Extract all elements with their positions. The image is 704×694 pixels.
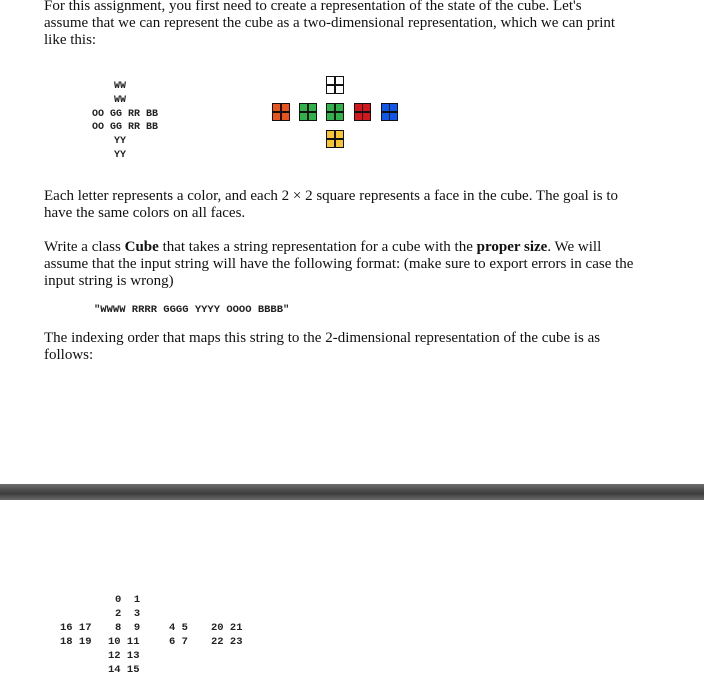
paragraph-cube-class [44, 239, 644, 290]
index-far-row-1: 20 21 [211, 622, 243, 634]
index-bottom-row-2: 14 15 [108, 664, 140, 676]
p3-middle: that takes a string representation for a cube with the [158, 239, 477, 255]
index-bottom-row-1: 12 13 [108, 650, 140, 662]
cube-text-line-3: OO GG RR BB [92, 109, 159, 120]
p3-after: . We will assume that the input string will have the following format: (make sure to export errors in case the input string is wrong) [44, 239, 634, 289]
proper-size-term: proper size [476, 239, 548, 255]
index-right-row-2: 6 7 [169, 636, 188, 648]
index-center-row-2: 10 11 [108, 636, 140, 648]
cube-text-line-6: YY [114, 150, 127, 161]
index-center-row-1: 8 9 [115, 622, 141, 634]
paragraph-indexing: The indexing order that maps this string to the 2-dimensional representation of the cube is as follows: [44, 330, 601, 363]
page-separator [0, 484, 704, 500]
cube-sticker-blue [389, 112, 398, 121]
input-format-string: "WWWW RRRR GGGG YYYY OOOO BBBB" [94, 304, 290, 316]
index-left-row-2: 18 19 [60, 636, 92, 648]
intro-paragraph: For this assignment, you first need to create a representation of the state of the cube. Let's assume that we can represent the cube as a two-dimensional representation, which we can print like this: [44, 0, 616, 48]
index-right-row-1: 4 5 [169, 622, 188, 634]
paragraph-colors: Each letter represents a color, and each 2 × 2 square represents a face in the cube. The goal is to have the same colors on all faces. [44, 188, 618, 221]
p3-before: Write a class [44, 239, 125, 255]
cube-sticker-red [362, 112, 371, 121]
cube-text-line-2: WW [114, 95, 127, 106]
cube-net-diagram [272, 76, 408, 174]
index-far-row-2: 22 23 [211, 636, 243, 648]
cube-sticker-orange [281, 112, 290, 121]
index-top-row-1: 0 1 [115, 594, 141, 606]
cube-text-line-1: WW [114, 81, 127, 92]
cube-text-line-5: YY [114, 136, 127, 147]
cube-sticker-green [335, 112, 344, 121]
index-left-row-1: 16 17 [60, 622, 92, 634]
document-page-bottom [0, 500, 704, 694]
cube-sticker-white [335, 85, 344, 94]
cube-class-name: Cube [124, 239, 159, 255]
index-top-row-2: 2 3 [115, 608, 141, 620]
cube-sticker-yellow [335, 139, 344, 148]
cube-sticker-green [308, 112, 317, 121]
cube-text-line-4: OO GG RR BB [92, 122, 159, 133]
